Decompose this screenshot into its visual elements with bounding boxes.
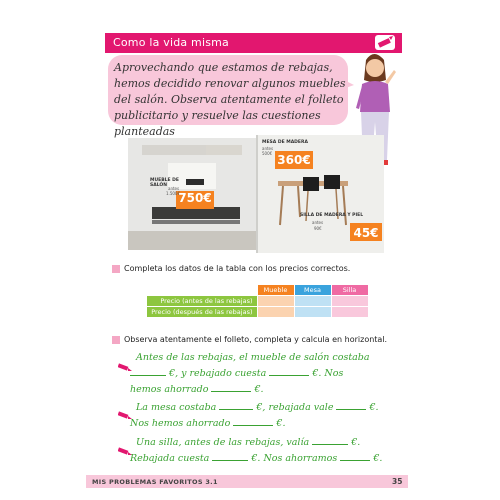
price-table (146, 284, 369, 318)
mueble-antes-label: antes (168, 186, 180, 191)
row-label-despues: Precio (después de las rebajas) (147, 307, 258, 318)
question-2-text: Observa atentamente el folleto, completa y calcula en horizontal. (124, 335, 388, 344)
exercise-text: Rebajada cuesta (130, 453, 210, 464)
intro-text: Aprovechando que estamos de rebajas, hemos decidido renovar algunos muebles del salón. Observa atentamente el folleto publicitario y resuelve las cuestiones planteadas (114, 61, 346, 138)
cell-mesa-despues[interactable] (294, 307, 331, 318)
exercise-3-line-1 (136, 435, 360, 451)
exercise-text: €. (369, 402, 379, 413)
column-mueble: Mueble (257, 285, 294, 296)
silla-price-tag: 45€ (353, 226, 379, 240)
answer-blank[interactable] (130, 375, 166, 376)
mesa-antes-price: 500€ (262, 151, 273, 156)
table-row (147, 307, 369, 318)
cell-mueble-despues[interactable] (257, 307, 294, 318)
column-silla: Silla (331, 285, 368, 296)
exercise-text: €. (373, 453, 383, 464)
exercise-text: €. (254, 384, 264, 395)
mesa-label: MESA DE MADERA (262, 140, 308, 145)
exercise-text: €. (276, 418, 286, 429)
column-mesa: Mesa (294, 285, 331, 296)
cell-mueble-antes[interactable] (257, 296, 294, 307)
exercise-1-line-2 (130, 366, 343, 382)
answer-blank[interactable] (269, 375, 309, 376)
question-bullet (112, 336, 120, 344)
exercise-2-line-2 (130, 416, 285, 432)
exercise-text: Nos hemos ahorrado (130, 418, 231, 429)
footer-label: MIS PROBLEMAS FAVORITOS 3.1 (92, 478, 218, 486)
exercise-3-line-2 (130, 451, 382, 467)
exercise-text: €. Nos (312, 368, 344, 379)
table-header-row (147, 285, 369, 296)
section-title: Como la vida misma (113, 36, 229, 49)
exercise-1-line-1: Antes de las rebajas, el mueble de salón costaba (136, 352, 370, 363)
silla-antes-price: 90€ (314, 226, 322, 231)
mueble-antes-price: 1.500€ (166, 191, 180, 196)
exercise-text: €. Nos ahorramos (251, 453, 338, 464)
answer-blank[interactable] (336, 409, 366, 410)
mueble-price-tag: 750€ (178, 191, 212, 205)
table-corner (147, 285, 258, 296)
question-bullet (112, 265, 120, 273)
silla-label: SILLA DE MADERA Y PIEL (300, 213, 364, 218)
mesa-antes-label: antes (262, 146, 274, 151)
mueble-label: MUEBLE DE SALÓN (150, 178, 179, 188)
exercise-1-line-3 (130, 382, 264, 398)
exercise-text: €, y rebajado cuesta (169, 368, 267, 379)
answer-blank[interactable] (233, 425, 273, 426)
cell-silla-antes[interactable] (331, 296, 368, 307)
exercise-2-line-1 (136, 400, 379, 416)
question-1-text: Completa los datos de la tabla con los precios correctos. (124, 264, 351, 273)
mesa-price-tag: 360€ (277, 153, 311, 167)
page-number: 35 (392, 477, 403, 486)
table-row (147, 296, 369, 307)
cell-silla-despues[interactable] (331, 307, 368, 318)
exercise-text: hemos ahorrado (130, 384, 209, 395)
answer-blank[interactable] (340, 460, 370, 461)
answer-blank[interactable] (219, 409, 253, 410)
exercise-text: €. (351, 437, 361, 448)
answer-blank[interactable] (212, 460, 248, 461)
pencil-icon (375, 35, 395, 50)
answer-blank[interactable] (211, 391, 251, 392)
answer-blank[interactable] (312, 444, 348, 445)
exercise-text: €, rebajada vale (256, 402, 334, 413)
silla-antes-label: antes (312, 220, 324, 225)
cell-mesa-antes[interactable] (294, 296, 331, 307)
exercise-text: Una silla, antes de las rebajas, valía (136, 437, 310, 448)
exercise-text: La mesa costaba (136, 402, 217, 413)
row-label-antes: Precio (antes de las rebajas) (147, 296, 258, 307)
